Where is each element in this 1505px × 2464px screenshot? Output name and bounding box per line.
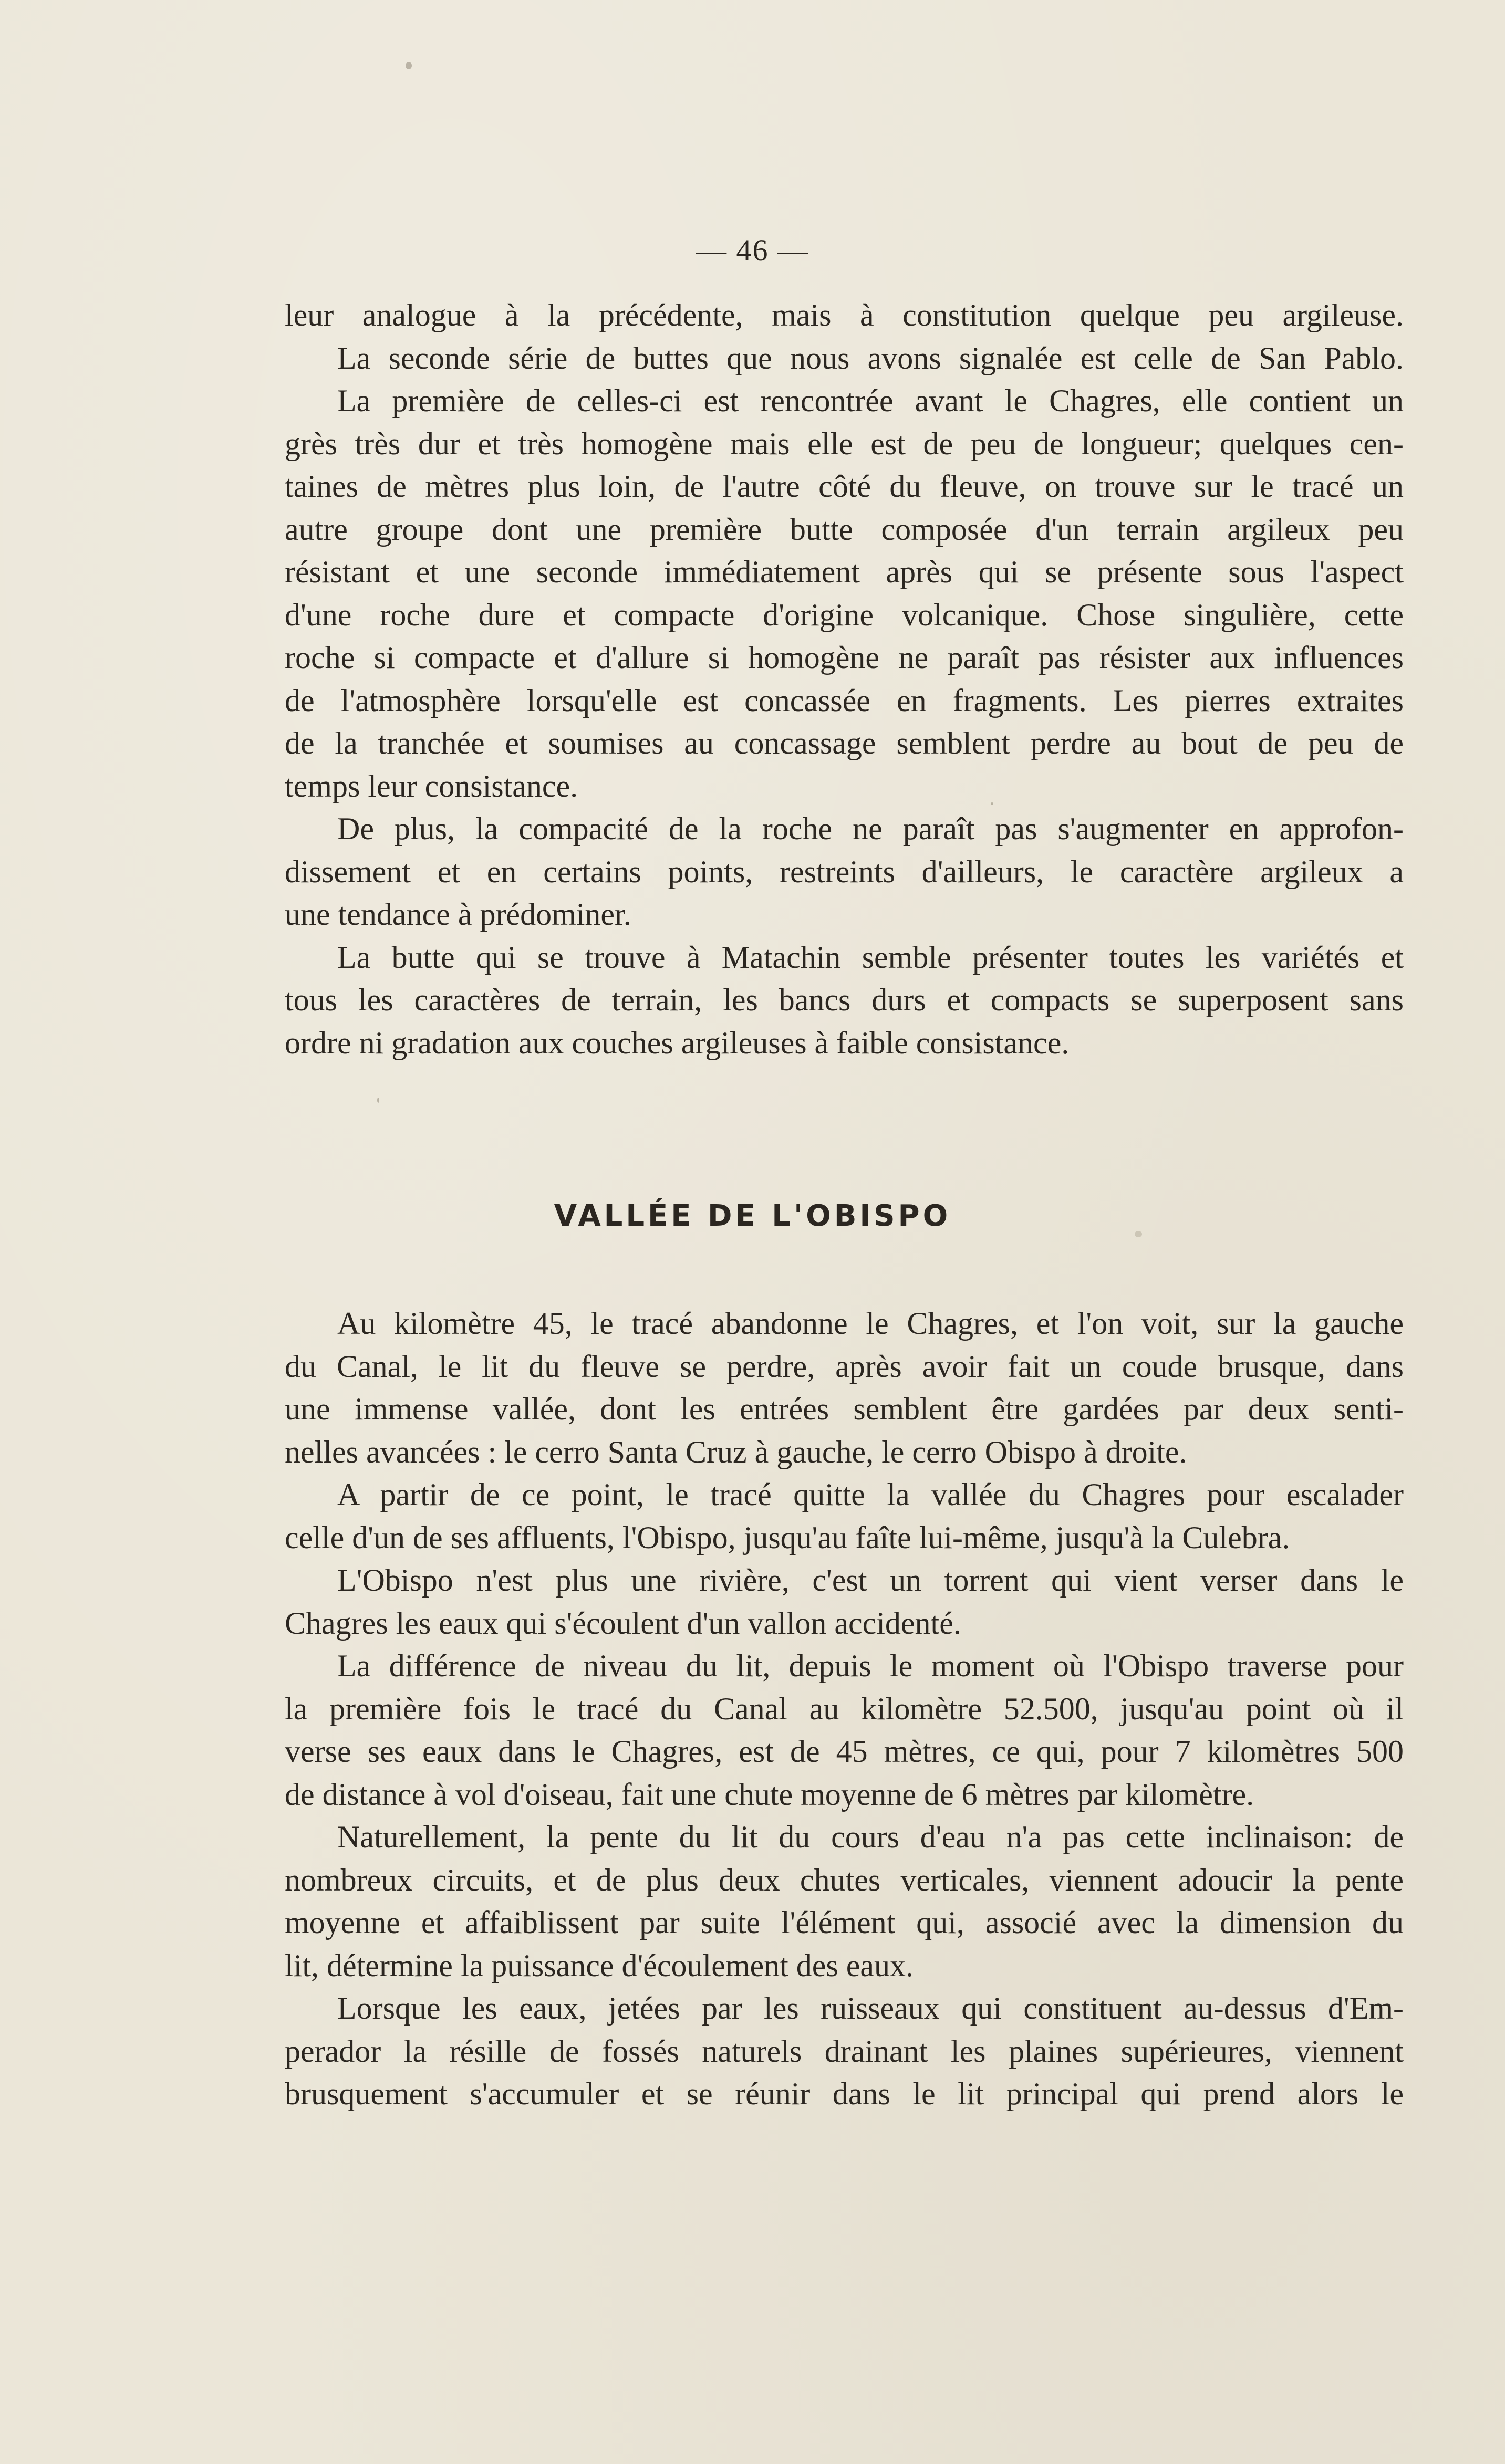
text-line: roche si compacte et d'allure si homogène ne paraît pas résister aux influences xyxy=(285,640,1404,675)
text-line: dissement et en certains points, restreints d'ailleurs, le caractère argileux a xyxy=(285,854,1404,889)
text-line: La différence de niveau du lit, depuis le moment où l'Obispo traverse pour xyxy=(337,1648,1404,1683)
text-line: une immense vallée, dont les entrées semblent être gardées par deux senti- xyxy=(285,1392,1404,1426)
top-text-block xyxy=(285,294,1404,1064)
text-line: Au kilomètre 45, le tracé abandonne le Chagres, et l'on voit, sur la gauche xyxy=(337,1306,1404,1341)
text-line: de l'atmosphère lorsqu'elle est concassée en fragments. Les pierres extraites xyxy=(285,683,1404,718)
bottom-text-block xyxy=(285,1302,1404,2116)
text-line: A partir de ce point, le tracé quitte la vallée du Chagres pour escalader xyxy=(337,1477,1404,1512)
text-line: verse ses eaux dans le Chagres, est de 45 mètres, ce qui, pour 7 kilomètres 500 xyxy=(285,1734,1404,1769)
page-number: — 46 — xyxy=(696,233,809,267)
text-line: autre groupe dont une première butte composée d'un terrain argileux peu xyxy=(285,511,1404,547)
text-line: nombreux circuits, et de plus deux chutes verticales, viennent adoucir la pente xyxy=(285,1862,1404,1897)
text-line: leur analogue à la précédente, mais à constitution quelque peu argileuse. xyxy=(285,298,1404,332)
text-line: celle d'un de ses affluents, l'Obispo, jusqu'au faîte lui-même, jusqu'à la Culebra. xyxy=(285,1520,1290,1555)
text-line: ordre ni gradation aux couches argileuses à faible consistance. xyxy=(285,1025,1070,1060)
text-line: Lorsque les eaux, jetées par les ruisseaux qui constituent au-dessus d'Em- xyxy=(337,1991,1404,2026)
text-line: du Canal, le lit du fleuve se perdre, après avoir fait un coude brusque, dans xyxy=(285,1349,1404,1384)
text-line: taines de mètres plus loin, de l'autre côté du fleuve, on trouve sur le tracé un xyxy=(285,469,1404,504)
text-line: tous les caractères de terrain, les bancs durs et compacts se superposent sans xyxy=(285,983,1404,1017)
paper-speck xyxy=(377,1098,379,1103)
text-line: L'Obispo n'est plus une rivière, c'est un torrent qui vient verser dans le xyxy=(337,1563,1404,1598)
text-line: La seconde série de buttes que nous avons signalée est celle de San Pablo. xyxy=(337,340,1404,375)
text-line: De plus, la compacité de la roche ne paraît pas s'augmenter en approfon- xyxy=(337,811,1404,846)
text-line: de la tranchée et soumises au concassage semblent perdre au bout de peu de xyxy=(285,726,1404,760)
section-heading: VALLÉE DE L'OBISPO xyxy=(554,1199,951,1233)
text-line: une tendance à prédominer. xyxy=(285,897,631,932)
text-line: moyenne et affaiblissent par suite l'élément qui, associé avec la dimension du xyxy=(285,1905,1404,1940)
text-line: grès très dur et très homogène mais elle est de peu de longueur; quelques cen- xyxy=(285,426,1404,461)
text-line: de distance à vol d'oiseau, fait une chute moyenne de 6 mètres par kilomètre. xyxy=(285,1777,1254,1812)
text-line: Naturellement, la pente du lit du cours d'eau n'a pas cette inclinaison: de xyxy=(337,1820,1404,1854)
text-line: nelles avancées : le cerro Santa Cruz à gauche, le cerro Obispo à droite. xyxy=(285,1434,1187,1469)
text-line: lit, détermine la puissance d'écoulement des eaux. xyxy=(285,1948,914,1983)
text-line: résistant et une seconde immédiatement après qui se présente sous l'aspect xyxy=(285,555,1404,589)
text-line: la première fois le tracé du Canal au kilomètre 52.500, jusqu'au point où il xyxy=(285,1691,1404,1726)
text-line: brusquement s'accumuler et se réunir dans le lit principal qui prend alors le xyxy=(285,2076,1404,2111)
text-line: temps leur consistance. xyxy=(285,768,578,803)
text-line: perador la résille de fossés naturels drainant les plaines supérieures, viennent xyxy=(285,2033,1404,2069)
text-line: Chagres les eaux qui s'écoulent d'un vallon accidenté. xyxy=(285,1605,961,1641)
text-line: d'une roche dure et compacte d'origine volcanique. Chose singulière, cette xyxy=(285,597,1404,632)
paper-speck xyxy=(1135,1231,1142,1237)
text-line: La butte qui se trouve à Matachin semble présenter toutes les variétés et xyxy=(337,939,1404,975)
paper-speck xyxy=(406,62,412,69)
text-line: La première de celles-ci est rencontrée avant le Chagres, elle contient un xyxy=(337,383,1404,418)
